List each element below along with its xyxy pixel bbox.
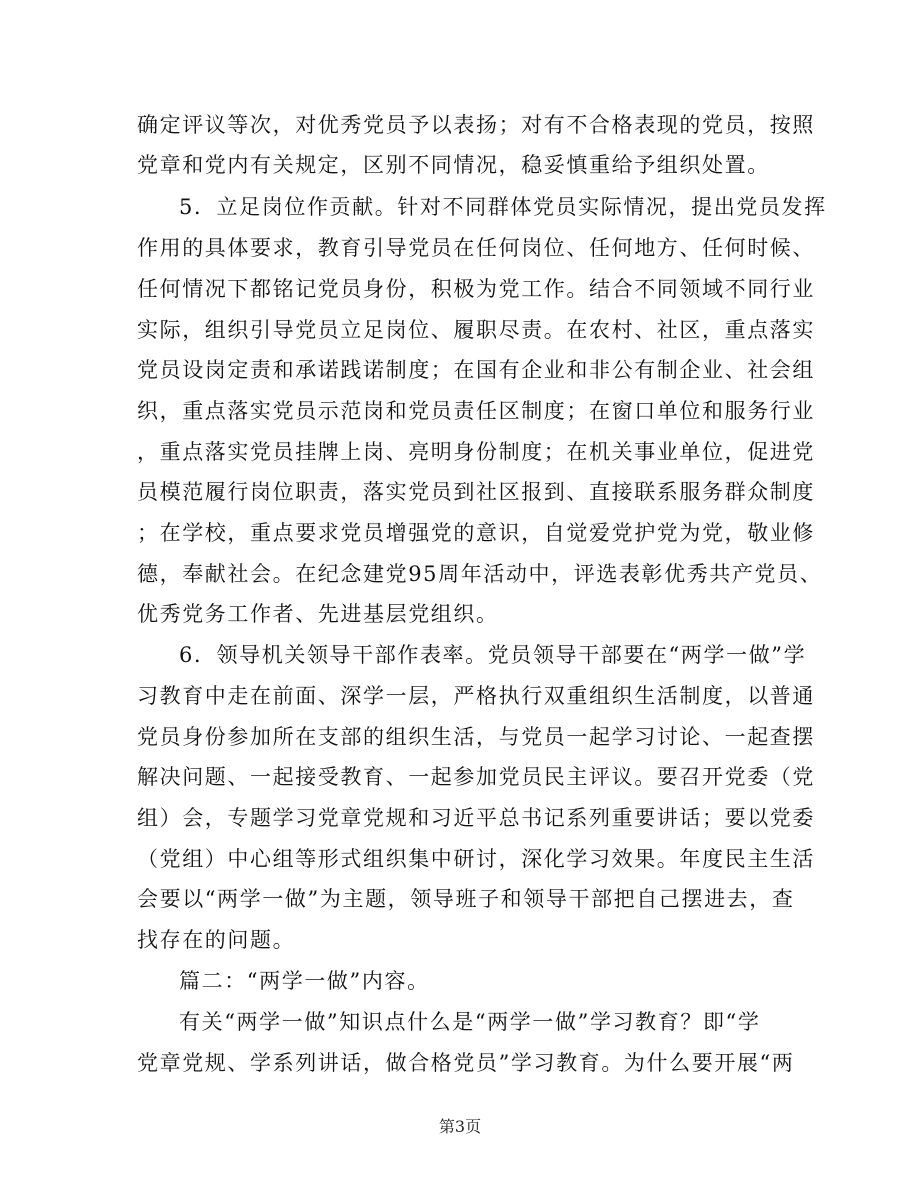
text-line: 确定评议等次，对优秀党员予以表扬；对有不合格表现的党员，按照 [137, 113, 815, 137]
page-number: 第3页 [438, 1117, 482, 1136]
text-line: 解决问题、一起接受教育、一起参加党员民主评议。要召开党委（党 [137, 765, 815, 789]
section-heading: 篇二：“两学一做”内容。 [179, 969, 430, 993]
text-line: 实际，组织引导党员立足岗位、履职尽责。在农村、社区，重点落实 [137, 318, 815, 342]
text-line: 党章和党内有关规定，区别不同情况，稳妥慎重给予组织处置。 [137, 153, 770, 177]
text-line: 有关“两学一做”知识点什么是“两学一做”学习教育？即“学 [179, 1010, 761, 1034]
text-line: 党员设岗定责和承诺践诺制度；在国有企业和非公有制企业、社会组 [137, 358, 815, 382]
text-line: 习教育中走在前面、深学一层，严格执行双重组织生活制度，以普通 [137, 684, 815, 708]
text-line: ；在学校，重点要求党员增强党的意识，自觉爱党护党为党，敬业修 [137, 521, 815, 545]
text-line: （党组）中心组等形式组织集中研讨，深化学习效果。年度民主生活 [137, 847, 815, 871]
text-line: 任何情况下都铭记党员身份，积极为党工作。结合不同领域不同行业 [137, 277, 815, 301]
text-line: ，重点落实党员挂牌上岗、亮明身份制度；在机关事业单位，促进党 [137, 440, 815, 464]
text-line: 党章党规、学系列讲话，做合格党员”学习教育。为什么要开展“两 [137, 1051, 795, 1075]
text-line: 6．领导机关领导干部作表率。党员领导干部要在“两学一做”学 [179, 643, 807, 667]
text-line: 德，奉献社会。在纪念建党95周年活动中，评选表彰优秀共产党员、 [137, 562, 823, 586]
text-line: 织，重点落实党员示范岗和党员责任区制度；在窗口单位和服务行业 [137, 399, 815, 423]
text-line: 优秀党务工作者、先进基层党组织。 [137, 602, 499, 626]
text-line: 5．立足岗位作贡献。针对不同群体党员实际情况，提出党员发挥 [179, 195, 827, 219]
text-line: 党员身份参加所在支部的组织生活，与党员一起学习讨论、一起查摆 [137, 725, 815, 749]
text-line: 找存在的问题。 [137, 928, 296, 952]
text-line: 作用的具体要求，教育引导党员在任何岗位、任何地方、任何时候、 [137, 236, 815, 260]
text-line: 组）会，专题学习党章党规和习近平总书记系列重要讲话；要以党委 [137, 806, 815, 830]
text-line: 会要以“两学一做”为主题，领导班子和领导干部把自己摆进去，查 [137, 887, 795, 911]
text-line: 员模范履行岗位职责，落实党员到社区报到、直接联系服务群众制度 [137, 480, 815, 504]
